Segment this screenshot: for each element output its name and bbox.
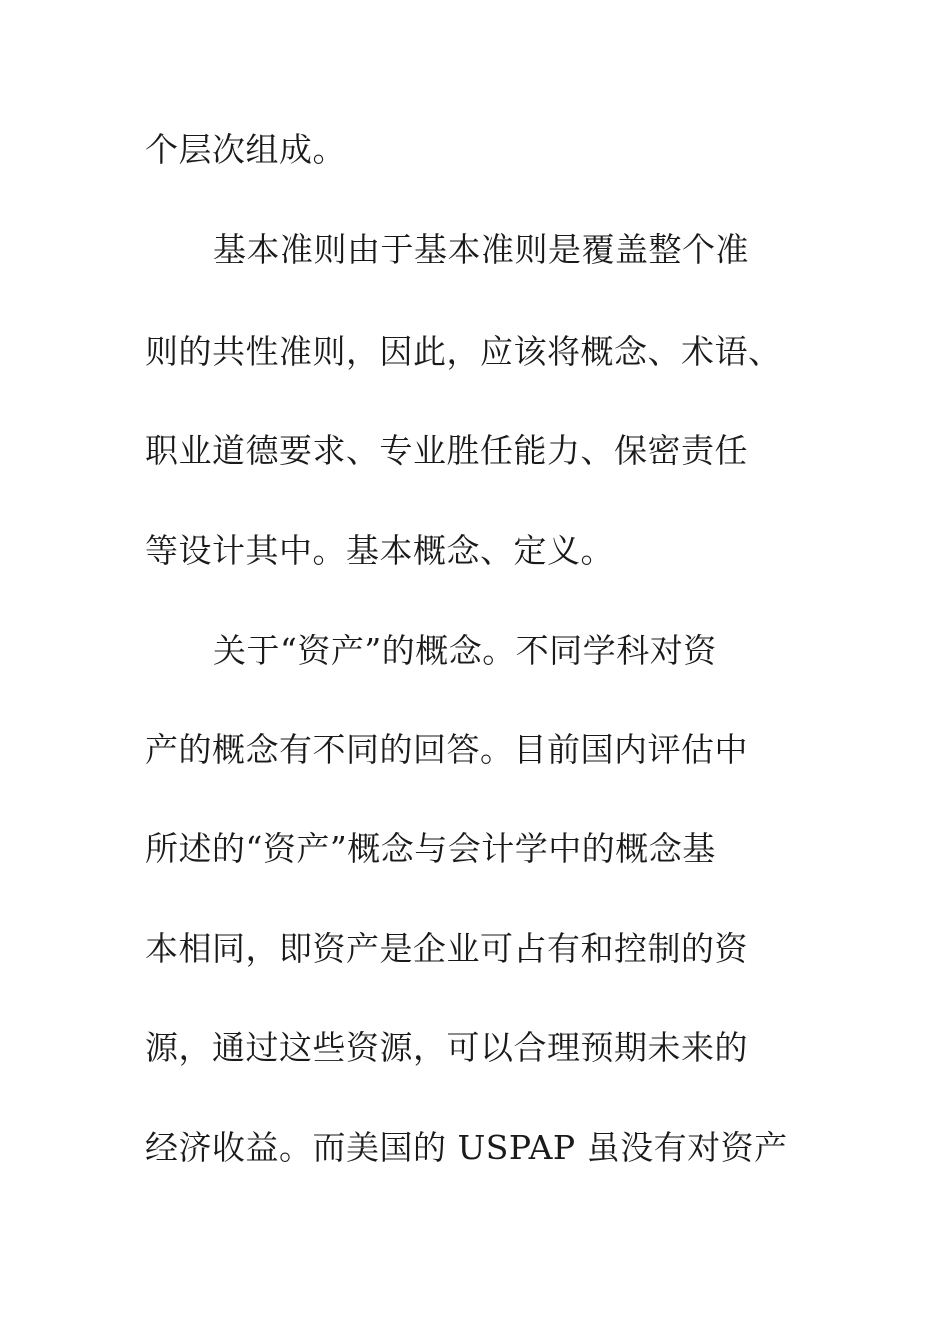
text-line-6: 关于“资产”的概念。不同学科对资 [213, 631, 717, 670]
text-line-1: 个层次组成。 [145, 130, 346, 169]
text-line-11: 经济收益。而美国的 USPAP 虽没有对资产 [145, 1128, 788, 1167]
text-line-2: 基本准则由于基本准则是覆盖整个准 [213, 230, 749, 269]
text-line-3: 则的共性准则，因此，应该将概念、术语、 [145, 332, 782, 371]
text-line-10: 源，通过这些资源，可以合理预期未来的 [145, 1028, 748, 1067]
text-line-4: 职业道德要求、专业胜任能力、保密责任 [145, 431, 748, 470]
text-line-9: 本相同，即资产是企业可占有和控制的资 [145, 929, 748, 968]
text-line-5: 等设计其中。基本概念、定义。 [145, 531, 614, 570]
text-line-7: 产的概念有不同的回答。目前国内评估中 [145, 730, 748, 769]
text-line-8: 所述的“资产”概念与会计学中的概念基 [145, 829, 716, 868]
